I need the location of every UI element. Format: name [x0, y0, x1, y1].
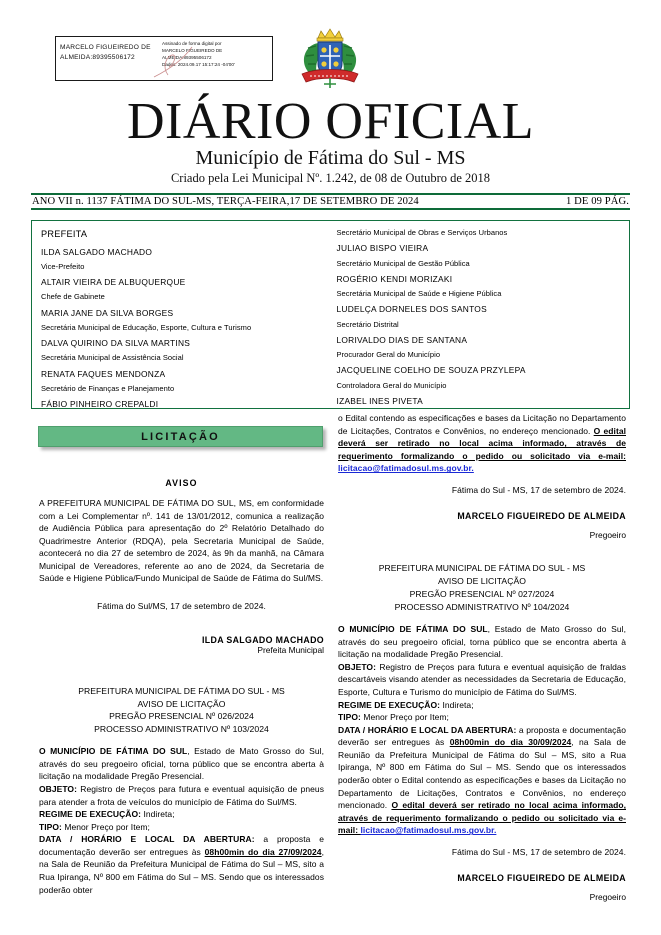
spacer: [39, 736, 324, 745]
continuation-text: o Edital contendo as especificações e bases da Licitação no Departamento de Licitações, Contratos e Convênios, no endereço mencionado.: [338, 413, 626, 436]
issue-bar: [31, 193, 630, 210]
notice-head-line3: PREGÃO PRESENCIAL Nº 026/2024: [109, 711, 254, 722]
notice-tipo-text: Menor Preço por Item;: [360, 712, 449, 723]
official-role: Controladora Geral do Município: [336, 380, 447, 390]
official-name: DALVA QUIRINO DA SILVA MARTINS: [41, 338, 191, 349]
notice-objeto-text: Registro de Preços para futura e eventual aquisição de pneus para atender a frota de veículos do município de Fátima do Sul/MS.: [39, 783, 324, 807]
spacer: [39, 585, 324, 600]
aviso-body: A PREFEITURA MUNICIPAL DE FÁTIMA DO SUL, MS, em conformidade com a Lei Complementar nº. 141 de 13/01/2012, comunica a realização de Audiência Pública para apresentação do 2º Relatório Detalhado do Quadrimestre Anterior (RDQA), pela Secretaria Municipal de Saúde, acontecerá no dia 27 de setembro de 2024, às 9h da manhã, na Câmara Municipal de Vereadores, referente ao ano de 2024, da Secretaria de Saúde e Higiene Pública/Fundo Municipal de Saúde de Fátima do Sul/MS.: [39, 498, 324, 584]
page-law-line: Criado pela Lei Municipal Nº. 1.242, de 08 de Outubro de 2018: [170, 171, 491, 185]
notice-intro: [39, 745, 324, 783]
officials-box: [31, 220, 630, 409]
notice-data-abertura: [338, 724, 626, 837]
signature-detail-line3: ALMEIDA:89395506172: [162, 55, 212, 61]
notice-head-line4: PROCESSO ADMINISTRATIVO Nº 103/2024: [94, 724, 269, 735]
signature-detail-line1: Assinado de forma digital por: [162, 41, 222, 46]
signature-signer-line2: ALMEIDA:89395506172: [60, 53, 135, 61]
notice-regime-label: REGIME DE EXECUÇÃO:: [39, 809, 142, 820]
spacer: [338, 521, 626, 530]
section-banner-licitacao: LICITAÇÃO: [38, 426, 323, 447]
official-name: FÁBIO PINHEIRO CREPALDI: [41, 399, 159, 410]
notice-head-line2: AVISO DE LICITAÇÃO: [137, 698, 226, 709]
official-role: Secretário Distrital: [336, 319, 399, 329]
email-link[interactable]: licitacao@fatimadosul.ms.gov.br.: [360, 825, 497, 836]
notice-head-line2: AVISO DE LICITAÇÃO: [438, 576, 526, 587]
notice-regime: [338, 699, 626, 712]
notice-tipo-text: Menor Preço por Item;: [61, 821, 150, 832]
signature-name-2: MARCELO FIGUEIREDO DE ALMEIDA: [457, 873, 626, 884]
official-name: JULIAO BISPO VIEIRA: [336, 243, 429, 254]
place-date-1: Fátima do Sul - MS, 17 de setembro de 2024.: [451, 484, 626, 495]
official-name: LUDELÇA DORNELES DOS SANTOS: [336, 304, 487, 315]
officials-column-left: [32, 226, 331, 408]
notice-objeto-text: Registro de Preços para futura e eventual aquisição de fraldas descartáveis visando atender as necessidades da Secretaria de Educação, Esporte, Cultura e Turismo do município de Fátima do Sul/MS.: [338, 661, 626, 697]
officials-column-right: [331, 226, 630, 408]
notice-intro: [338, 623, 626, 661]
official-name: RENATA FAQUES MENDONZA: [41, 368, 166, 379]
aviso-signature-name: ILDA SALGADO MACHADO: [201, 634, 324, 645]
signature-name-1: MARCELO FIGUEIREDO DE ALMEIDA: [457, 511, 626, 522]
official-role: Procurador Geral do Município: [336, 350, 441, 360]
notice-objeto: [39, 783, 324, 808]
continuation-paragraph: [338, 412, 626, 475]
notice-head-line1: PREFEITURA MUNICIPAL DE FÁTIMA DO SUL - MS: [78, 685, 285, 696]
notice-objeto-label: OBJETO:: [39, 783, 77, 794]
spacer: [39, 655, 324, 685]
official-role: Secretária Municipal de Assistência Social: [41, 353, 184, 363]
notice-intro-bold: O MUNICÍPIO DE FÁTIMA DO SUL: [39, 746, 188, 757]
signature-signer: [56, 37, 160, 80]
notice-objeto-label: OBJETO:: [338, 661, 376, 672]
spacer: [338, 837, 626, 846]
official-name: MARIA JANE DA SILVA BORGES: [41, 307, 174, 318]
place-date-2: Fátima do Sul - MS, 17 de setembro de 2024.: [451, 846, 626, 857]
notice-objeto: [338, 661, 626, 699]
official-role: Secretária Municipal de Educação, Esporte, Cultura e Turismo: [41, 322, 252, 332]
notice-data-label: DATA / HORÁRIO E LOCAL DA ABERTURA:: [338, 724, 517, 735]
notice-intro-rest: , Estado de Mato Grosso do Sul, através do seu pregoeiro oficial, torna público que se encontra aberta à licitação na modalidade Pregão Presencial.: [338, 624, 626, 660]
issue-info: ANO VII n. 1137 FÁTIMA DO SUL-MS, TERÇA-FEIRA,17 DE SETEMBRO DE 2024: [32, 196, 419, 207]
official-name: ILDA SALGADO MACHADO: [41, 246, 153, 257]
official-name: IZABEL INES PIVETA: [336, 395, 423, 406]
notice-regime: [39, 808, 324, 821]
signature-detail-line4: Dados: 2024.09.17 15:17:24 -04'00': [162, 62, 235, 68]
notice-regime-text: Indireta;: [440, 699, 474, 710]
notice-data-text-2: , na Sala de Reunião da Prefeitura Municipal de Fátima do Sul – MS, sito a Rua Ipiranga, Nº 800 em Fátima do Sul – MS. Sendo que os interessados poderão obter o Edital contendo as especificações e bases da Licitação no Departamento de Licitações, Contratos e Convênios, no endereço mencionado.: [338, 737, 626, 811]
notice-closing-bold: O edital deverá ser retirado no local acima informado, através de requerimento formalizando o pedido ou solicitado via e-mail:: [338, 800, 626, 836]
official-name: ALTAIR VIEIRA DE ALBUQUERQUE: [41, 277, 186, 288]
digital-signature-box: [55, 36, 273, 81]
signature-role-2: Pregoeiro: [589, 892, 626, 903]
notice-intro-rest: , Estado de Mato Grosso do Sul, através do seu pregoeiro oficial, torna público que se encontra aberta à licitação na modalidade Pregão Presencial.: [39, 746, 324, 782]
notice-data-text-1: a proposta e documentação deverão ser entregues às: [338, 724, 626, 748]
notice-tipo: [338, 711, 626, 724]
spacer: [338, 496, 626, 511]
official-name: JACQUELINE COELHO DE SOUZA PRZYLEPA: [336, 365, 526, 376]
notice-tipo-label: TIPO:: [39, 821, 62, 832]
official-name: LORIVALDO DIAS DE SANTANA: [336, 334, 468, 345]
notice-data-text-2: , na Sala de Reunião da Prefeitura Municipal de Fátima do Sul – MS, sito a Rua Ipiranga, Nº 800 em Fátima do Sul – MS. Sendo que os interessados poderão obter: [39, 846, 325, 895]
masthead: [0, 0, 661, 185]
aviso-signature-role: Prefeita Municipal: [257, 644, 324, 655]
column-left: [39, 478, 324, 896]
notice-head-line1: PREFEITURA MUNICIPAL DE FÁTIMA DO SUL - MS: [378, 563, 586, 574]
spacer: [39, 488, 324, 497]
spacer: [338, 883, 626, 892]
signature-details: [160, 37, 272, 80]
email-link[interactable]: licitacao@fatimadosul.ms.gov.br.: [338, 463, 474, 474]
notice-head-line4: PROCESSO ADMINISTRATIVO Nº 104/2024: [394, 602, 570, 613]
official-name: ROGÉRIO KENDI MORIZAKI: [336, 273, 453, 284]
official-role: Secretário Municipal de Gestão Pública: [336, 258, 470, 268]
notice-intro-bold: O MUNICÍPIO DE FÁTIMA DO SUL: [338, 624, 488, 635]
section-banner-wrap: [38, 426, 323, 447]
official-role: PREFEITA: [41, 229, 88, 239]
signature-signer-line1: MARCELO FIGUEIREDO DE: [60, 44, 151, 51]
column-right: [338, 412, 626, 902]
aviso-place-date: Fátima do Sul/MS, 17 de setembro de 2024.: [97, 601, 266, 612]
spacer: [338, 614, 626, 623]
continuation-bold: O edital deverá ser retirado no local acima informado, através de requerimento formalizando o pedido ou solicitado via e-mail:: [338, 425, 627, 461]
official-role: Secretária Municipal de Saúde e Higiene Pública: [336, 289, 502, 299]
notice-tipo: [39, 821, 324, 834]
official-role: Vice-Prefeito: [41, 261, 85, 271]
page-count: 1 DE 09 PÁG.: [566, 196, 629, 207]
signature-detail-line2: MARCELO FIGUEIREDO DE: [162, 48, 223, 54]
signature-role-1: Pregoeiro: [589, 530, 626, 541]
official-role: Chefe de Gabinete: [41, 292, 105, 302]
notice-regime-label: REGIME DE EXECUÇÃO:: [338, 699, 441, 710]
aviso-title: AVISO: [165, 478, 198, 488]
page-title: DIÁRIO OFICIAL: [126, 93, 535, 150]
notice-data-label: DATA / HORÁRIO E LOCAL DA ABERTURA:: [39, 834, 255, 845]
notice-data-abertura: [39, 833, 324, 896]
notice-data-underlined: 08h00min do dia 30/09/2024: [449, 737, 572, 748]
spacer: [338, 540, 626, 562]
notice-data-underlined: 08h00min do dia 27/09/2024: [204, 846, 322, 857]
notice-head-line3: PREGÃO PRESENCIAL Nº 027/2024: [409, 589, 555, 600]
notice-data-text-1: a proposta e documentação deverão ser entregues às: [39, 834, 324, 857]
official-role: Secretário Municipal de Obras e Serviços Urbanos: [336, 228, 508, 237]
notice-regime-text: Indireta;: [141, 809, 175, 820]
page-subtitle: Município de Fátima do Sul - MS: [195, 147, 466, 169]
notice-tipo-label: TIPO:: [338, 712, 361, 723]
spacer: [338, 858, 626, 873]
spacer: [338, 475, 626, 484]
official-role: Secretário de Finanças e Planejamento: [41, 383, 175, 393]
coat-of-arms-icon: [296, 26, 364, 92]
spacer: [39, 613, 324, 635]
